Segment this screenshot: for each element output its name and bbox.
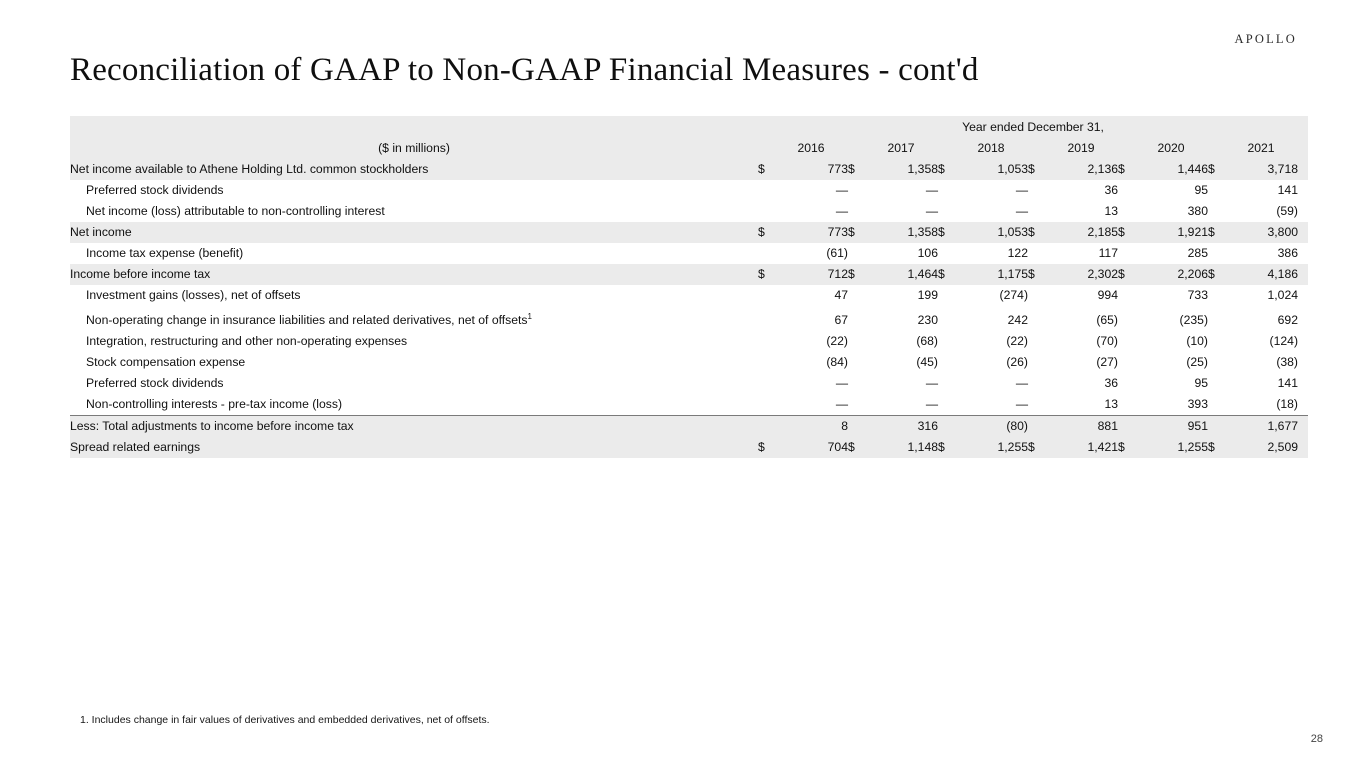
cell-value: — bbox=[864, 180, 938, 201]
cell-value: — bbox=[864, 201, 938, 222]
cell-value: 386 bbox=[1224, 243, 1308, 264]
currency-symbol-5 bbox=[1208, 352, 1224, 373]
currency-symbol-4: $ bbox=[1118, 159, 1134, 180]
row-label: Stock compensation expense bbox=[70, 352, 758, 373]
currency-symbol-1 bbox=[848, 373, 864, 394]
table-row bbox=[70, 331, 1308, 352]
cell-value: 8 bbox=[774, 416, 848, 438]
currency-symbol-3: $ bbox=[1028, 159, 1044, 180]
apollo-logo: APOLLO bbox=[1234, 32, 1297, 46]
cell-value: 199 bbox=[864, 285, 938, 306]
cell-value: (80) bbox=[954, 416, 1028, 438]
currency-symbol-1 bbox=[848, 180, 864, 201]
cell-value: 95 bbox=[1134, 180, 1208, 201]
currency-symbol-4 bbox=[1118, 201, 1134, 222]
currency-symbol-5: $ bbox=[1208, 437, 1224, 458]
currency-symbol-3 bbox=[1028, 394, 1044, 416]
row-label: Preferred stock dividends bbox=[70, 373, 758, 394]
cell-value: (124) bbox=[1224, 331, 1308, 352]
currency-symbol-0: $ bbox=[758, 264, 774, 285]
cell-value: 242 bbox=[954, 306, 1028, 331]
cell-value: 4,186 bbox=[1224, 264, 1308, 285]
cell-value: 230 bbox=[864, 306, 938, 331]
table-row bbox=[70, 437, 1308, 458]
column-header-year-1: 2017 bbox=[864, 138, 938, 159]
currency-symbol-3 bbox=[1028, 352, 1044, 373]
currency-symbol-2: $ bbox=[938, 437, 954, 458]
cell-value: 2,302 bbox=[1044, 264, 1118, 285]
currency-symbol-1 bbox=[848, 416, 864, 438]
currency-symbol-5 bbox=[1208, 331, 1224, 352]
page-title: Reconciliation of GAAP to Non-GAAP Financial Measures - cont'd bbox=[70, 52, 979, 88]
units-label: ($ in millions) bbox=[70, 138, 758, 159]
cell-value: (59) bbox=[1224, 201, 1308, 222]
currency-symbol-1 bbox=[848, 243, 864, 264]
cell-value: 1,921 bbox=[1134, 222, 1208, 243]
cell-value: 67 bbox=[774, 306, 848, 331]
currency-symbol-5 bbox=[1208, 243, 1224, 264]
currency-symbol-4 bbox=[1118, 331, 1134, 352]
currency-symbol-0: $ bbox=[758, 159, 774, 180]
row-label: Investment gains (losses), net of offsets bbox=[70, 285, 758, 306]
currency-symbol-2 bbox=[938, 394, 954, 416]
cell-value: 704 bbox=[774, 437, 848, 458]
currency-symbol-2: $ bbox=[938, 264, 954, 285]
cell-value: 141 bbox=[1224, 373, 1308, 394]
table-row bbox=[70, 222, 1308, 243]
cell-value: — bbox=[954, 180, 1028, 201]
table-row bbox=[70, 416, 1308, 438]
currency-symbol-4 bbox=[1118, 394, 1134, 416]
column-header-year-2: 2018 bbox=[954, 138, 1028, 159]
cell-value: (70) bbox=[1044, 331, 1118, 352]
cell-value: (18) bbox=[1224, 394, 1308, 416]
currency-symbol-5 bbox=[1208, 394, 1224, 416]
currency-symbol-1 bbox=[848, 306, 864, 331]
currency-symbol-1 bbox=[848, 201, 864, 222]
currency-symbol-2 bbox=[938, 180, 954, 201]
currency-symbol-3 bbox=[1028, 201, 1044, 222]
cell-value: 712 bbox=[774, 264, 848, 285]
currency-symbol-1: $ bbox=[848, 159, 864, 180]
cell-value: 36 bbox=[1044, 373, 1118, 394]
currency-symbol-2 bbox=[938, 416, 954, 438]
cell-value: 141 bbox=[1224, 180, 1308, 201]
financial-table-container bbox=[70, 116, 1308, 458]
cell-value: — bbox=[774, 180, 848, 201]
currency-symbol-1 bbox=[848, 285, 864, 306]
currency-symbol-0 bbox=[758, 180, 774, 201]
year-cur-0 bbox=[758, 138, 774, 159]
cell-value: 1,421 bbox=[1044, 437, 1118, 458]
footnote: 1. Includes change in fair values of derivatives and embedded derivatives, net of offsets. bbox=[80, 714, 490, 726]
cell-value: — bbox=[954, 201, 1028, 222]
column-header-year-4: 2020 bbox=[1134, 138, 1208, 159]
cell-value: 47 bbox=[774, 285, 848, 306]
currency-symbol-0 bbox=[758, 373, 774, 394]
currency-symbol-4 bbox=[1118, 180, 1134, 201]
column-header-year-5: 2021 bbox=[1224, 138, 1308, 159]
header-period-label: Year ended December 31, bbox=[758, 116, 1308, 138]
cell-value: — bbox=[864, 373, 938, 394]
table-row bbox=[70, 159, 1308, 180]
currency-symbol-0 bbox=[758, 306, 774, 331]
cell-value: (25) bbox=[1134, 352, 1208, 373]
currency-symbol-0 bbox=[758, 352, 774, 373]
cell-value: (274) bbox=[954, 285, 1028, 306]
currency-symbol-4: $ bbox=[1118, 222, 1134, 243]
currency-symbol-2 bbox=[938, 285, 954, 306]
currency-symbol-0 bbox=[758, 416, 774, 438]
cell-value: 117 bbox=[1044, 243, 1118, 264]
cell-value: 1,358 bbox=[864, 222, 938, 243]
currency-symbol-1 bbox=[848, 394, 864, 416]
column-header-year-0: 2016 bbox=[774, 138, 848, 159]
table-row bbox=[70, 180, 1308, 201]
table-row bbox=[70, 201, 1308, 222]
currency-symbol-0 bbox=[758, 285, 774, 306]
currency-symbol-3 bbox=[1028, 416, 1044, 438]
cell-value: 122 bbox=[954, 243, 1028, 264]
table-row bbox=[70, 243, 1308, 264]
currency-symbol-2 bbox=[938, 352, 954, 373]
cell-value: 2,136 bbox=[1044, 159, 1118, 180]
currency-symbol-3 bbox=[1028, 306, 1044, 331]
row-label: Net income available to Athene Holding Ltd. common stockholders bbox=[70, 159, 758, 180]
cell-value: (61) bbox=[774, 243, 848, 264]
cell-value: (68) bbox=[864, 331, 938, 352]
cell-value: 773 bbox=[774, 222, 848, 243]
currency-symbol-1: $ bbox=[848, 222, 864, 243]
row-label: Spread related earnings bbox=[70, 437, 758, 458]
cell-value: (10) bbox=[1134, 331, 1208, 352]
cell-value: 3,800 bbox=[1224, 222, 1308, 243]
cell-value: — bbox=[774, 201, 848, 222]
table-header-year-row bbox=[70, 138, 1308, 159]
currency-symbol-4: $ bbox=[1118, 437, 1134, 458]
cell-value: — bbox=[864, 394, 938, 416]
cell-value: (22) bbox=[954, 331, 1028, 352]
footnote-marker: 1 bbox=[527, 312, 532, 321]
cell-value: (45) bbox=[864, 352, 938, 373]
currency-symbol-1 bbox=[848, 352, 864, 373]
cell-value: 773 bbox=[774, 159, 848, 180]
currency-symbol-4 bbox=[1118, 352, 1134, 373]
cell-value: (38) bbox=[1224, 352, 1308, 373]
currency-symbol-5 bbox=[1208, 306, 1224, 331]
cell-value: 1,148 bbox=[864, 437, 938, 458]
cell-value: — bbox=[774, 394, 848, 416]
currency-symbol-0 bbox=[758, 243, 774, 264]
cell-value: 951 bbox=[1134, 416, 1208, 438]
cell-value: 1,358 bbox=[864, 159, 938, 180]
cell-value: — bbox=[774, 373, 848, 394]
cell-value: (235) bbox=[1134, 306, 1208, 331]
page-number: 28 bbox=[1310, 733, 1323, 745]
cell-value: 1,053 bbox=[954, 222, 1028, 243]
currency-symbol-4 bbox=[1118, 306, 1134, 331]
currency-symbol-5 bbox=[1208, 373, 1224, 394]
table-body bbox=[70, 116, 1308, 458]
cell-value: 36 bbox=[1044, 180, 1118, 201]
cell-value: 13 bbox=[1044, 201, 1118, 222]
cell-value: 2,206 bbox=[1134, 264, 1208, 285]
year-cur-1 bbox=[848, 138, 864, 159]
currency-symbol-5 bbox=[1208, 201, 1224, 222]
cell-value: 1,255 bbox=[1134, 437, 1208, 458]
currency-symbol-0: $ bbox=[758, 437, 774, 458]
cell-value: 2,185 bbox=[1044, 222, 1118, 243]
currency-symbol-4: $ bbox=[1118, 264, 1134, 285]
currency-symbol-3 bbox=[1028, 373, 1044, 394]
cell-value: 3,718 bbox=[1224, 159, 1308, 180]
table-row bbox=[70, 373, 1308, 394]
table-row bbox=[70, 264, 1308, 285]
currency-symbol-5: $ bbox=[1208, 264, 1224, 285]
currency-symbol-1: $ bbox=[848, 437, 864, 458]
currency-symbol-3: $ bbox=[1028, 264, 1044, 285]
cell-value: (84) bbox=[774, 352, 848, 373]
cell-value: — bbox=[954, 394, 1028, 416]
row-label: Integration, restructuring and other non-operating expenses bbox=[70, 331, 758, 352]
row-label: Non-operating change in insurance liabilities and related derivatives, net of offsets$^1$ bbox=[70, 306, 758, 331]
currency-symbol-2: $ bbox=[938, 159, 954, 180]
cell-value: 2,509 bbox=[1224, 437, 1308, 458]
row-label: Net income bbox=[70, 222, 758, 243]
cell-value: 881 bbox=[1044, 416, 1118, 438]
row-label: Income tax expense (benefit) bbox=[70, 243, 758, 264]
cell-value: 1,464 bbox=[864, 264, 938, 285]
row-label: Income before income tax bbox=[70, 264, 758, 285]
cell-value: 13 bbox=[1044, 394, 1118, 416]
cell-value: 106 bbox=[864, 243, 938, 264]
table-header-span-row bbox=[70, 116, 1308, 138]
cell-value: 95 bbox=[1134, 373, 1208, 394]
currency-symbol-2 bbox=[938, 373, 954, 394]
currency-symbol-5 bbox=[1208, 180, 1224, 201]
row-label: Net income (loss) attributable to non-controlling interest bbox=[70, 201, 758, 222]
year-cur-4 bbox=[1118, 138, 1134, 159]
cell-value: 733 bbox=[1134, 285, 1208, 306]
currency-symbol-0 bbox=[758, 331, 774, 352]
cell-value: (26) bbox=[954, 352, 1028, 373]
currency-symbol-3: $ bbox=[1028, 437, 1044, 458]
cell-value: 994 bbox=[1044, 285, 1118, 306]
cell-value: 1,053 bbox=[954, 159, 1028, 180]
year-cur-3 bbox=[1028, 138, 1044, 159]
currency-symbol-1 bbox=[848, 331, 864, 352]
currency-symbol-3 bbox=[1028, 243, 1044, 264]
currency-symbol-4 bbox=[1118, 243, 1134, 264]
cell-value: (22) bbox=[774, 331, 848, 352]
cell-value: 1,255 bbox=[954, 437, 1028, 458]
currency-symbol-4 bbox=[1118, 373, 1134, 394]
cell-value: — bbox=[954, 373, 1028, 394]
cell-value: 1,446 bbox=[1134, 159, 1208, 180]
cell-value: 380 bbox=[1134, 201, 1208, 222]
cell-value: 1,677 bbox=[1224, 416, 1308, 438]
cell-value: 1,024 bbox=[1224, 285, 1308, 306]
currency-symbol-0 bbox=[758, 394, 774, 416]
header-spacer bbox=[70, 116, 758, 138]
currency-symbol-4 bbox=[1118, 416, 1134, 438]
table-row bbox=[70, 285, 1308, 306]
cell-value: 285 bbox=[1134, 243, 1208, 264]
currency-symbol-5 bbox=[1208, 285, 1224, 306]
currency-symbol-3 bbox=[1028, 331, 1044, 352]
currency-symbol-0: $ bbox=[758, 222, 774, 243]
cell-value: 692 bbox=[1224, 306, 1308, 331]
table-row bbox=[70, 352, 1308, 373]
cell-value: 316 bbox=[864, 416, 938, 438]
year-cur-2 bbox=[938, 138, 954, 159]
currency-symbol-2 bbox=[938, 201, 954, 222]
year-cur-5 bbox=[1208, 138, 1224, 159]
financial-table bbox=[70, 116, 1308, 458]
currency-symbol-3 bbox=[1028, 180, 1044, 201]
cell-value: 1,175 bbox=[954, 264, 1028, 285]
currency-symbol-4 bbox=[1118, 285, 1134, 306]
table-row bbox=[70, 394, 1308, 416]
currency-symbol-5: $ bbox=[1208, 159, 1224, 180]
currency-symbol-3 bbox=[1028, 285, 1044, 306]
cell-value: 393 bbox=[1134, 394, 1208, 416]
currency-symbol-0 bbox=[758, 201, 774, 222]
row-label: Preferred stock dividends bbox=[70, 180, 758, 201]
cell-value: (27) bbox=[1044, 352, 1118, 373]
currency-symbol-2 bbox=[938, 331, 954, 352]
currency-symbol-2 bbox=[938, 306, 954, 331]
currency-symbol-2: $ bbox=[938, 222, 954, 243]
row-label: Less: Total adjustments to income before income tax bbox=[70, 416, 758, 438]
cell-value: (65) bbox=[1044, 306, 1118, 331]
column-header-year-3: 2019 bbox=[1044, 138, 1118, 159]
currency-symbol-1: $ bbox=[848, 264, 864, 285]
table-row bbox=[70, 306, 1308, 331]
currency-symbol-5 bbox=[1208, 416, 1224, 438]
row-label: Non-controlling interests - pre-tax income (loss) bbox=[70, 394, 758, 416]
currency-symbol-3: $ bbox=[1028, 222, 1044, 243]
currency-symbol-5: $ bbox=[1208, 222, 1224, 243]
currency-symbol-2 bbox=[938, 243, 954, 264]
